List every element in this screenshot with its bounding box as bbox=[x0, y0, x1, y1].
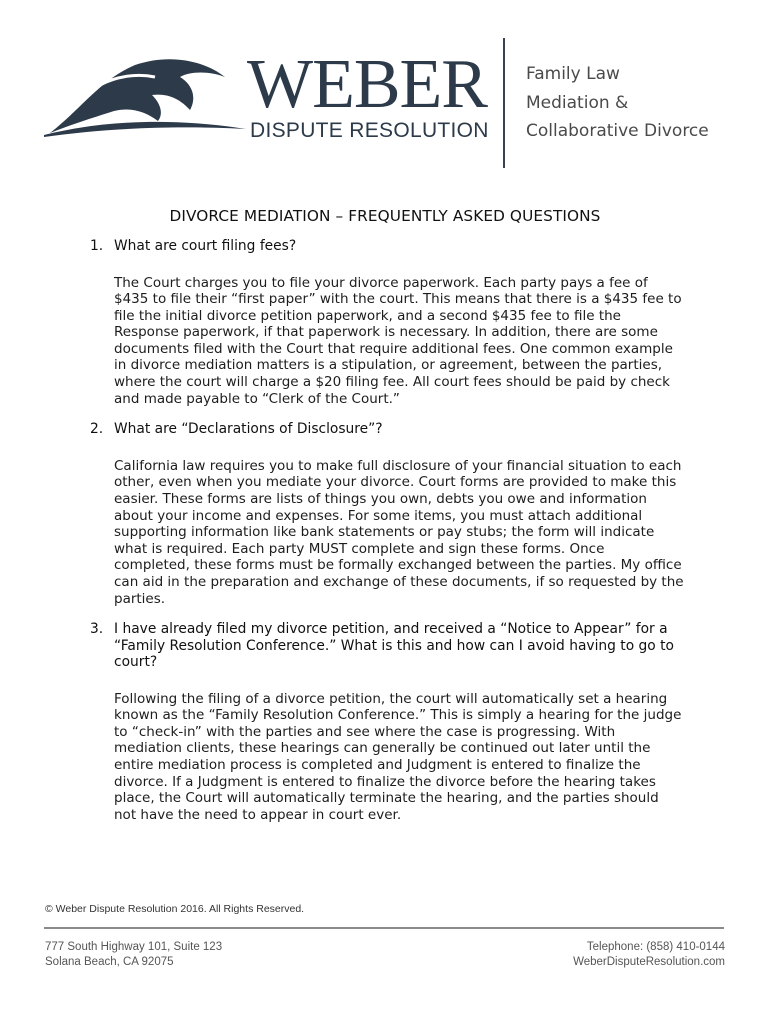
faq-question bbox=[90, 238, 690, 255]
brand-subtitle: DISPUTE RESOLUTION bbox=[250, 119, 489, 142]
letterhead bbox=[0, 0, 770, 180]
tagline-line: Collaborative Divorce bbox=[526, 121, 709, 141]
faq-answer: California law requires you to make full disclosure of your financial situation to each other, even when you mediate your divorce. Court forms are provided to make this easier. These forms are lists of things you own, debts you owe and information about your income and expenses. For some items, you must attach additional supporting information like bank statements or pay stubs; the form will indicate what is required. Each party MUST complete and sign these forms. Once completed, these forms must be formally exchanged between the parties. My office can aid in the preparation and exchange of these documents, if so requested by the parties. bbox=[114, 457, 684, 607]
faq-item bbox=[90, 621, 690, 823]
header-divider bbox=[503, 38, 505, 168]
faq-question-text: What are “Declarations of Disclosure”? bbox=[114, 421, 383, 438]
brand-name: WEBER bbox=[247, 46, 487, 123]
footer-contact bbox=[573, 940, 725, 970]
faq-question bbox=[90, 421, 690, 438]
dolphin-swoosh-icon bbox=[40, 55, 250, 145]
faq-number: 3. bbox=[90, 621, 104, 638]
faq-number: 2. bbox=[90, 421, 104, 438]
phone-number: Telephone: (858) 410-0144 bbox=[586, 941, 725, 953]
copyright-notice: © Weber Dispute Resolution 2016. All Rights Reserved. bbox=[45, 903, 305, 915]
faq-list bbox=[90, 238, 690, 837]
footer-address bbox=[45, 940, 222, 970]
document-title: DIVORCE MEDIATION – FREQUENTLY ASKED QUESTIONS bbox=[169, 207, 601, 225]
address-line: Solana Beach, CA 92075 bbox=[45, 956, 174, 968]
footer-rule bbox=[44, 927, 724, 929]
faq-item bbox=[90, 238, 690, 407]
faq-question-text: What are court filing fees? bbox=[114, 238, 297, 254]
faq-question bbox=[90, 621, 690, 671]
faq-answer: Following the filing of a divorce petition, the court will automatically set a hearing known as the “Family Resolution Conference.” This is simply a hearing for the judge to “check-in” with the parties and see where the case is progressing. With mediation clients, these hearings can generally be continued out later until the entire mediation process is completed and Judgment is entered to finalize the divorce. If a Judgment is entered to finalize the divorce before the hearing takes place, the Court will automatically terminate the hearing, and the parties should not have the need to appear in court ever. bbox=[114, 690, 682, 823]
address-line: 777 South Highway 101, Suite 123 bbox=[45, 941, 223, 953]
tagline-line: Family Law bbox=[526, 64, 620, 84]
website-link[interactable]: WeberDisputeResolution.com bbox=[573, 956, 725, 968]
faq-number: 1. bbox=[90, 238, 104, 254]
faq-question-text: I have already filed my divorce petition, and received a “Notice to Appear” for a “Family Resolution Conference.” What is this and how can I avoid having to go to court? bbox=[114, 621, 674, 671]
faq-answer: The Court charges you to file your divorce paperwork. Each party pays a fee of $435 to file their “first paper” with the court. This means that there is a $435 fee to file the initial divorce petition paperwork, and a second $435 fee to file the Response paperwork, if that paperwork is necessary. In addition, there are some documents filed with the Court that require additional fees. One common example in divorce mediation matters is a stipulation, or agreement, between the parties, where the court will charge a $20 filing fee. All court fees should be paid by check and made payable to “Clerk of the Court.” bbox=[114, 274, 682, 407]
tagline-line: Mediation & bbox=[526, 92, 629, 113]
faq-item bbox=[90, 421, 690, 607]
tagline bbox=[526, 60, 709, 146]
